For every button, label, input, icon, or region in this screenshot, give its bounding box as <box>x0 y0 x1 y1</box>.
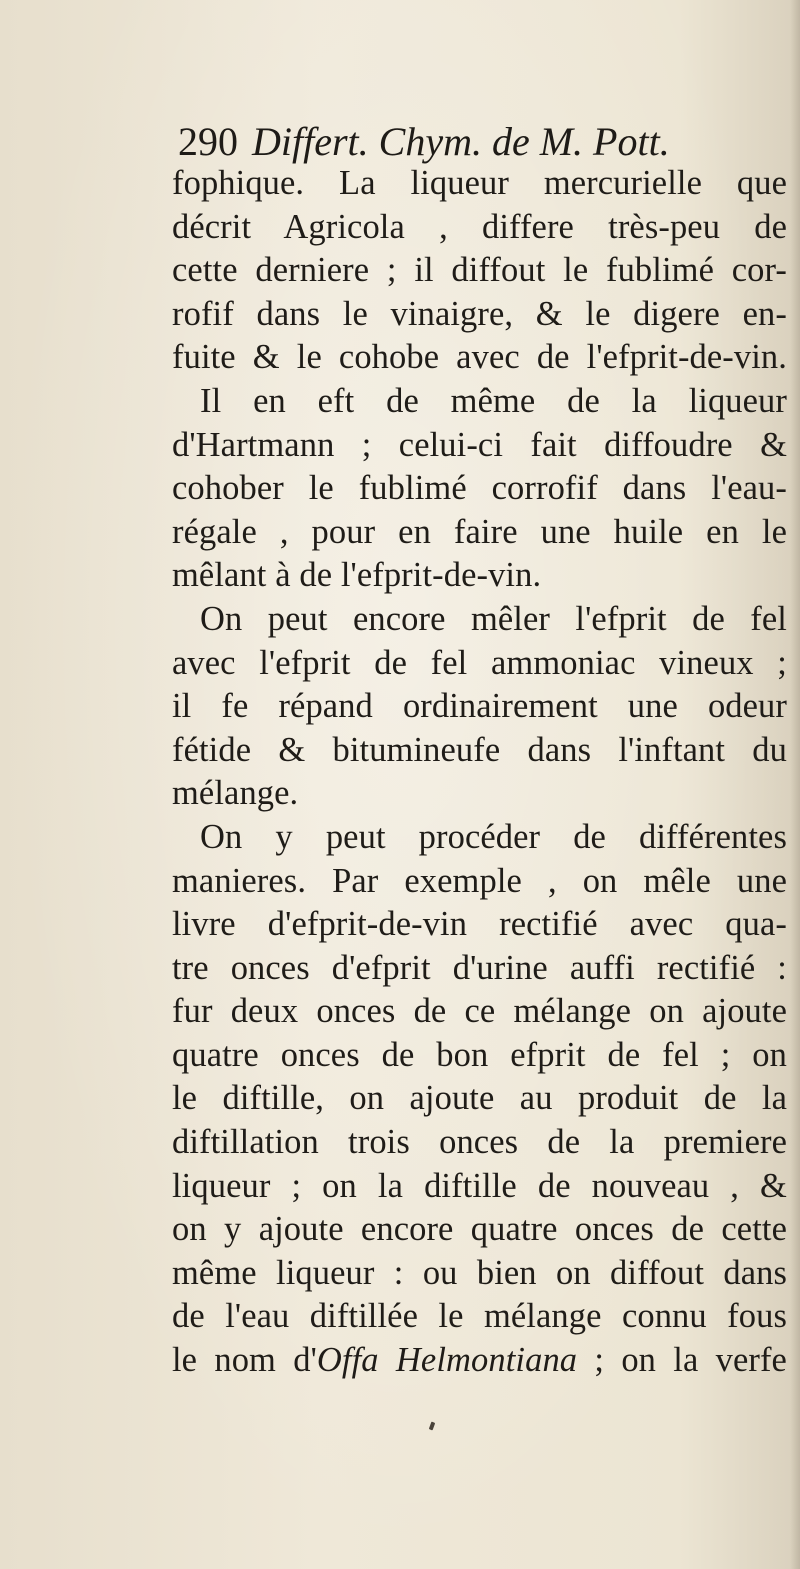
text-line: il fe répand ordinairement une odeur <box>172 687 787 726</box>
text-line: avec l'efprit de fel ammoniac vineux ; <box>172 643 787 682</box>
paragraph-end-line: mêlant à de l'efprit-de-vin. <box>172 556 542 595</box>
text-line: le diftille, on ajoute au produit de la <box>172 1079 787 1118</box>
text-line: décrit Agricola , differe très-peu de <box>172 207 787 246</box>
text-line: même liqueur : ou bien on diffout dans <box>172 1253 787 1292</box>
text-line-final <box>172 1339 787 1383</box>
italic-term: Offa Helmontiana <box>316 1341 578 1380</box>
text-line: rofif dans le vinaigre, & le digere en- <box>172 294 787 333</box>
text-line: cohober le fublimé corrofif dans l'eau- <box>172 469 787 508</box>
body-text <box>172 162 787 1383</box>
paragraph-start-line: On peut encore mêler l'efprit de fel <box>200 599 787 638</box>
text-line: tre onces d'efprit d'urine auffi rectifié : <box>172 948 787 987</box>
text-line: fétide & bitumineufe dans l'inftant du <box>172 730 787 769</box>
text-line: quatre onces de bon efprit de fel ; on <box>172 1035 787 1074</box>
text-line: fur deux onces de ce mélange on ajoute <box>172 992 787 1031</box>
running-head <box>178 120 778 164</box>
text-line: d'Hartmann ; celui-ci fait diffoudre & <box>172 425 787 464</box>
page-edge-shadow <box>790 0 800 1569</box>
ink-speck <box>429 1422 435 1431</box>
text-line: on y ajoute encore quatre onces de cette <box>172 1210 787 1249</box>
text-line: livre d'efprit-de-vin rectifié avec qua- <box>172 905 787 944</box>
paragraph-end-line: mélange. <box>172 774 299 813</box>
paragraph-start-line: On y peut procéder de différentes <box>200 817 787 856</box>
text-line: de l'eau diftillée le mélange connu fous <box>172 1297 787 1336</box>
running-title: Differt. Chym. de M. Pott. <box>252 119 670 164</box>
text-line: régale , pour en faire une huile en le <box>172 512 787 551</box>
text-line: fophique. La liqueur mercurielle que <box>172 164 787 202</box>
text-line: fuite & le cohobe avec de l'efprit-de-vin. <box>172 338 787 377</box>
text-line: cette derniere ; il diffout le fublimé cor- <box>172 251 787 290</box>
text-line: liqueur ; on la diftille de nouveau , & <box>172 1166 787 1205</box>
page-number: 290 <box>178 119 238 164</box>
text-line: manieres. Par exemple , on mêle une <box>172 861 787 900</box>
final-line-end: ; on la verfe <box>577 1341 787 1380</box>
paragraph-start-line: Il en eft de même de la liqueur <box>200 381 787 420</box>
text-line: diftillation trois onces de la premiere <box>172 1123 787 1162</box>
final-line-start: le nom d' <box>172 1341 317 1380</box>
